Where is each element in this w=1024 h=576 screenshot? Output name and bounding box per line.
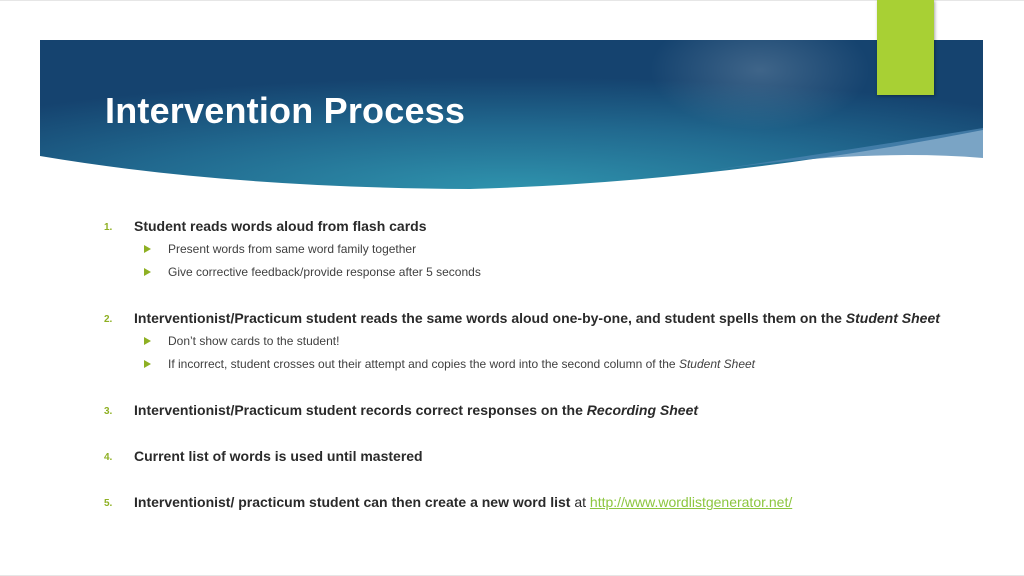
list-item-4: [104, 448, 964, 464]
bullet-arrow-icon: [144, 268, 151, 276]
bullet-arrow-icon: [144, 360, 151, 368]
item-text-plain: at: [574, 494, 587, 510]
list-number: 4.: [104, 452, 113, 463]
item-text: [134, 218, 964, 234]
item-text: [134, 402, 964, 418]
item-text-main: Student reads words aloud from flash cards: [134, 218, 427, 234]
list-item-2: [104, 310, 964, 372]
sub-item: [134, 242, 964, 257]
item-text-main: Current list of words is used until mastered: [134, 448, 423, 464]
list-number: 3.: [104, 406, 113, 417]
item-text-emphasis: Student Sheet: [845, 310, 940, 326]
sub-list: [134, 242, 964, 280]
wordlist-generator-link[interactable]: http://www.wordlistgenerator.net/: [589, 494, 793, 510]
list-number: 5.: [104, 498, 113, 509]
sub-item: [134, 265, 964, 280]
item-text: [134, 494, 964, 510]
sub-item: [134, 357, 964, 372]
item-text: [134, 310, 964, 326]
list-item-5: [104, 494, 964, 510]
sub-item-text: If incorrect, student crosses out their attempt and copies the word into the second column of the: [168, 357, 676, 371]
accent-tab: [877, 0, 934, 95]
list-number: 1.: [104, 222, 113, 233]
item-text-emphasis: Recording Sheet: [586, 402, 699, 418]
item-text-main: Interventionist/Practicum student reads the same words aloud one-by-one, and student spells them on the: [134, 310, 842, 326]
list-item-1: [104, 218, 964, 280]
item-text: [134, 448, 964, 464]
sub-item-text: Don’t show cards to the student!: [168, 334, 340, 348]
sub-item: [134, 334, 964, 349]
sub-item-text: Present words from same word family together: [168, 242, 417, 256]
slide-title: Intervention Process: [105, 90, 466, 131]
list-item-3: [104, 402, 964, 418]
bullet-arrow-icon: [144, 245, 151, 253]
list-number: 2.: [104, 314, 113, 325]
sub-list: [134, 334, 964, 372]
item-text-main: Interventionist/ practicum student can then create a new word list: [134, 494, 571, 510]
process-list: [104, 218, 964, 510]
item-text-main: Interventionist/Practicum student records correct responses on the: [134, 402, 583, 418]
sub-item-text: Give corrective feedback/provide response after 5 seconds: [168, 265, 481, 279]
sub-item-emphasis: Student Sheet: [678, 357, 756, 371]
bullet-arrow-icon: [144, 337, 151, 345]
